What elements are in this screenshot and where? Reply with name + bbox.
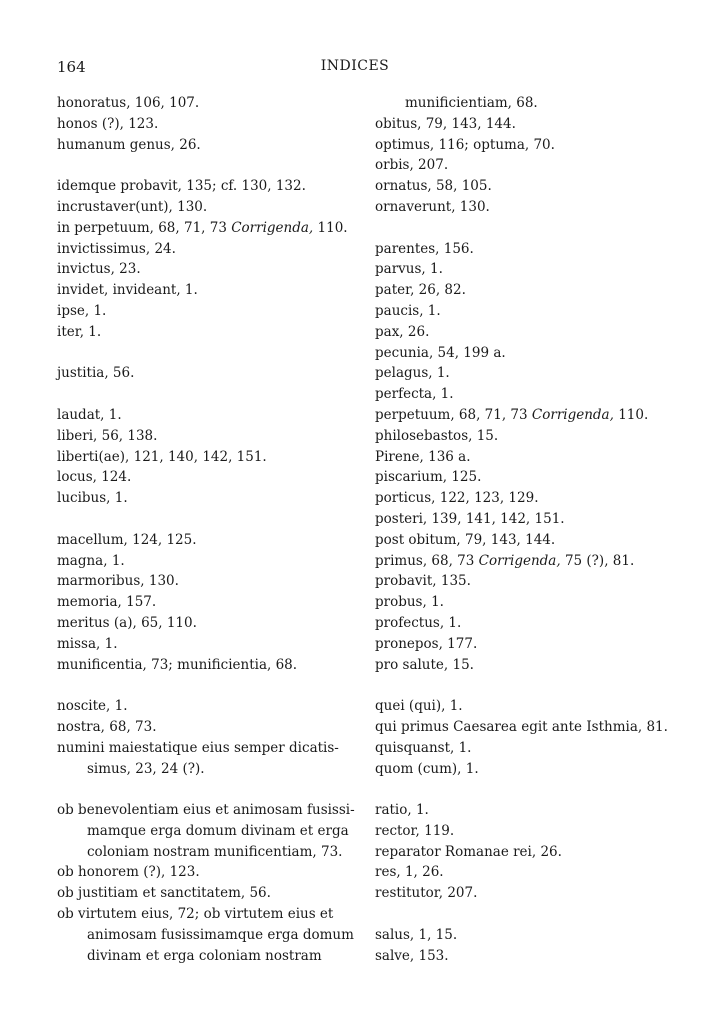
index-entry [375, 447, 675, 468]
index-entry-text: philosebastos, 15. [375, 427, 499, 444]
index-entry-text: liberi, 56, 138. [57, 427, 158, 444]
index-entry [375, 114, 675, 135]
index-entry [57, 301, 347, 322]
index-entry [375, 135, 675, 156]
index-entry [57, 176, 347, 197]
index-entry [57, 592, 347, 613]
index-entry [57, 655, 347, 676]
index-entry [57, 280, 347, 301]
running-title: INDICES [320, 58, 390, 74]
index-entry [375, 176, 675, 197]
index-entry-text: primus, 68, 73 [375, 552, 479, 569]
index-entry [375, 613, 675, 634]
index-entry-text: profectus, 1. [375, 614, 462, 631]
index-entry [57, 883, 347, 904]
index-entry-text: laudat, 1. [57, 406, 122, 423]
index-entry [57, 426, 347, 447]
index-entry-italic: Corrigenda, [478, 552, 561, 569]
index-entry-text: numini maiestatique eius semper dicatis- [57, 739, 339, 756]
index-entry [57, 571, 347, 592]
index-entry-text: ornatus, 58, 105. [375, 178, 492, 195]
index-entry-suffix: 110. [613, 406, 649, 423]
index-entry-text: post obitum, 79, 143, 144. [375, 531, 556, 548]
index-entry-text: liberti(ae), 121, 140, 142, 151. [57, 448, 267, 465]
index-entry [57, 239, 347, 260]
index-entry-text: perfecta, 1. [375, 386, 454, 403]
index-entry [375, 946, 675, 967]
index-entry [375, 634, 675, 655]
index-entry [375, 343, 675, 364]
index-entry-text: mamque erga domum divinam et erga [87, 822, 349, 839]
index-entry [375, 738, 675, 759]
index-entry [375, 488, 675, 509]
index-entry-text: pax, 26. [375, 323, 430, 340]
index-entry [375, 592, 675, 613]
index-entry [57, 696, 347, 717]
index-entry [57, 363, 347, 384]
index-entry-text: perpetuum, 68, 71, 73 [375, 406, 532, 423]
index-entry-text: pronepos, 177. [375, 635, 478, 652]
index-entry [57, 821, 347, 842]
index-entry [375, 426, 675, 447]
index-entry [375, 155, 675, 176]
index-entry [57, 259, 347, 280]
index-entry [375, 239, 675, 260]
index-entry [375, 821, 675, 842]
index-entry-text: missa, 1. [57, 635, 118, 652]
index-entry [57, 717, 347, 738]
index-entry-text: iter, 1. [57, 323, 102, 340]
index-entry-text: pater, 26, 82. [375, 282, 466, 299]
index-entry-text: invictissimus, 24. [57, 240, 176, 257]
index-entry [57, 759, 347, 780]
index-entry-text: locus, 124. [57, 469, 132, 486]
index-entry [57, 135, 347, 156]
index-entry-text: qui primus Caesarea egit ante Isthmia, 81. [375, 718, 668, 735]
index-entry-text: magna, 1. [57, 552, 125, 569]
index-entry [375, 925, 675, 946]
index-entry-text: porticus, 122, 123, 129. [375, 490, 539, 507]
index-entry [375, 322, 675, 343]
index-entry-text: paucis, 1. [375, 302, 441, 319]
index-entry [57, 322, 347, 343]
index-entry-text: pro salute, 15. [375, 656, 474, 673]
page-number: 164 [57, 58, 86, 76]
index-entry [375, 655, 675, 676]
index-entry-text: honoratus, 106, 107. [57, 95, 200, 111]
index-entry [375, 842, 675, 863]
index-entry [375, 759, 675, 780]
index-column-right [375, 93, 675, 966]
index-entry [375, 883, 675, 904]
index-entry [57, 447, 347, 468]
index-entry [375, 301, 675, 322]
index-entry [57, 862, 347, 883]
index-entry [375, 530, 675, 551]
index-entry-text: quisquanst, 1. [375, 739, 472, 756]
index-entry-text: invictus, 23. [57, 261, 141, 278]
index-entry-text: ratio, 1. [375, 802, 429, 819]
index-entry-text: honos (?), 123. [57, 115, 159, 132]
index-entry-text: ob justitiam et sanctitatem, 56. [57, 885, 271, 902]
index-entry-text: obitus, 79, 143, 144. [375, 115, 516, 132]
index-entry [375, 363, 675, 384]
index-entry-text: orbis, 207. [375, 157, 449, 174]
index-entry [375, 571, 675, 592]
index-entry-text: quom (cum), 1. [375, 760, 479, 777]
index-entry-text: coloniam nostram munificentiam, 73. [87, 843, 343, 860]
index-entry [57, 218, 347, 239]
index-entry-text: munificientiam, 68. [405, 95, 538, 111]
index-entry-text: ipse, 1. [57, 302, 107, 319]
index-entry-text: macellum, 124, 125. [57, 531, 197, 548]
index-entry-text: simus, 23, 24 (?). [87, 760, 205, 777]
index-entry-text: munificentia, 73; munificientia, 68. [57, 656, 298, 673]
index-entry-text: incrustaver(unt), 130. [57, 198, 208, 215]
index-entry [57, 114, 347, 135]
index-entry-italic: Corrigenda, [531, 406, 614, 423]
index-entry-text: lucibus, 1. [57, 490, 128, 507]
index-entry [57, 405, 347, 426]
index-entry-text: nostra, 68, 73. [57, 718, 157, 735]
index-entry [375, 800, 675, 821]
index-entry-text: invidet, invideant, 1. [57, 282, 198, 299]
index-entry [375, 384, 675, 405]
index-entry [57, 738, 347, 759]
index-entry-text: posteri, 139, 141, 142, 151. [375, 510, 565, 527]
index-entry-text: piscarium, 125. [375, 469, 482, 486]
index-entry-text: ob virtutem eius, 72; ob virtutem eius et [57, 906, 334, 923]
index-entry-text: ornaverunt, 130. [375, 198, 490, 215]
index-entry-text: divinam et erga coloniam nostram [87, 947, 322, 964]
index-entry [375, 509, 675, 530]
index-entry-text: memoria, 157. [57, 594, 157, 611]
index-entry-text: Pirene, 136 a. [375, 448, 471, 465]
index-entry-text: humanum genus, 26. [57, 136, 201, 153]
index-entry-text: animosam fusissimamque erga domum [87, 926, 354, 943]
index-entry [375, 197, 675, 218]
index-entry-text: rector, 119. [375, 822, 455, 839]
index-column-left [57, 93, 355, 966]
index-entry [375, 696, 675, 717]
index-entry [57, 634, 347, 655]
index-entry-text: pecunia, 54, 199 a. [375, 344, 506, 361]
index-entry-text: ob benevolentiam eius et animosam fusissi- [57, 802, 355, 819]
index-entry [375, 259, 675, 280]
index-entry-text: pelagus, 1. [375, 365, 450, 382]
index-entry-text: justitia, 56. [57, 365, 135, 382]
index-entry-text: noscite, 1. [57, 698, 128, 715]
index-entry-suffix: 75 (?), 81. [560, 552, 635, 569]
index-entry [57, 197, 347, 218]
index-entry-suffix: 110. [313, 219, 348, 236]
index-entry-text: parentes, 156. [375, 240, 474, 257]
index-entry [57, 613, 347, 634]
index-entry-text: res, 1, 26. [375, 864, 444, 881]
index-entry [57, 946, 347, 967]
index-entry-text: probavit, 135. [375, 573, 471, 590]
index-entry [57, 800, 355, 821]
index-entry [57, 467, 347, 488]
index-entry [57, 551, 347, 572]
index-entry [375, 862, 675, 883]
index-entry [57, 530, 347, 551]
index-entry [375, 467, 675, 488]
index-entry-text: parvus, 1. [375, 261, 443, 278]
index-entry [57, 904, 347, 925]
index-entry-text: ob honorem (?), 123. [57, 864, 200, 881]
index-entry-text: meritus (a), 65, 110. [57, 614, 197, 631]
index-entry [57, 842, 347, 863]
index-entry-text: optimus, 116; optuma, 70. [375, 136, 555, 153]
index-entry-text: probus, 1. [375, 594, 444, 611]
index-entry [375, 280, 675, 301]
index-entry [57, 488, 347, 509]
index-entry-text: reparator Romanae rei, 26. [375, 843, 562, 860]
index-entry-text: salve, 153. [375, 947, 449, 964]
running-header [0, 58, 710, 80]
index-entry [375, 405, 675, 426]
index-entry [375, 93, 675, 114]
index-entry-text: in perpetuum, 68, 71, 73 [57, 219, 232, 236]
index-entry-text: quei (qui), 1. [375, 698, 463, 715]
index-entry [375, 551, 675, 572]
index-entry-italic: Corrigenda, [231, 219, 314, 236]
index-entry [57, 925, 354, 946]
index-entry-text: salus, 1, 15. [375, 926, 458, 943]
index-entry [375, 717, 675, 738]
index-entry-text: idemque probavit, 135; cf. 130, 132. [57, 178, 306, 195]
index-entry-text: marmoribus, 130. [57, 573, 179, 590]
index-entry [57, 93, 347, 114]
index-entry-text: restitutor, 207. [375, 885, 478, 902]
